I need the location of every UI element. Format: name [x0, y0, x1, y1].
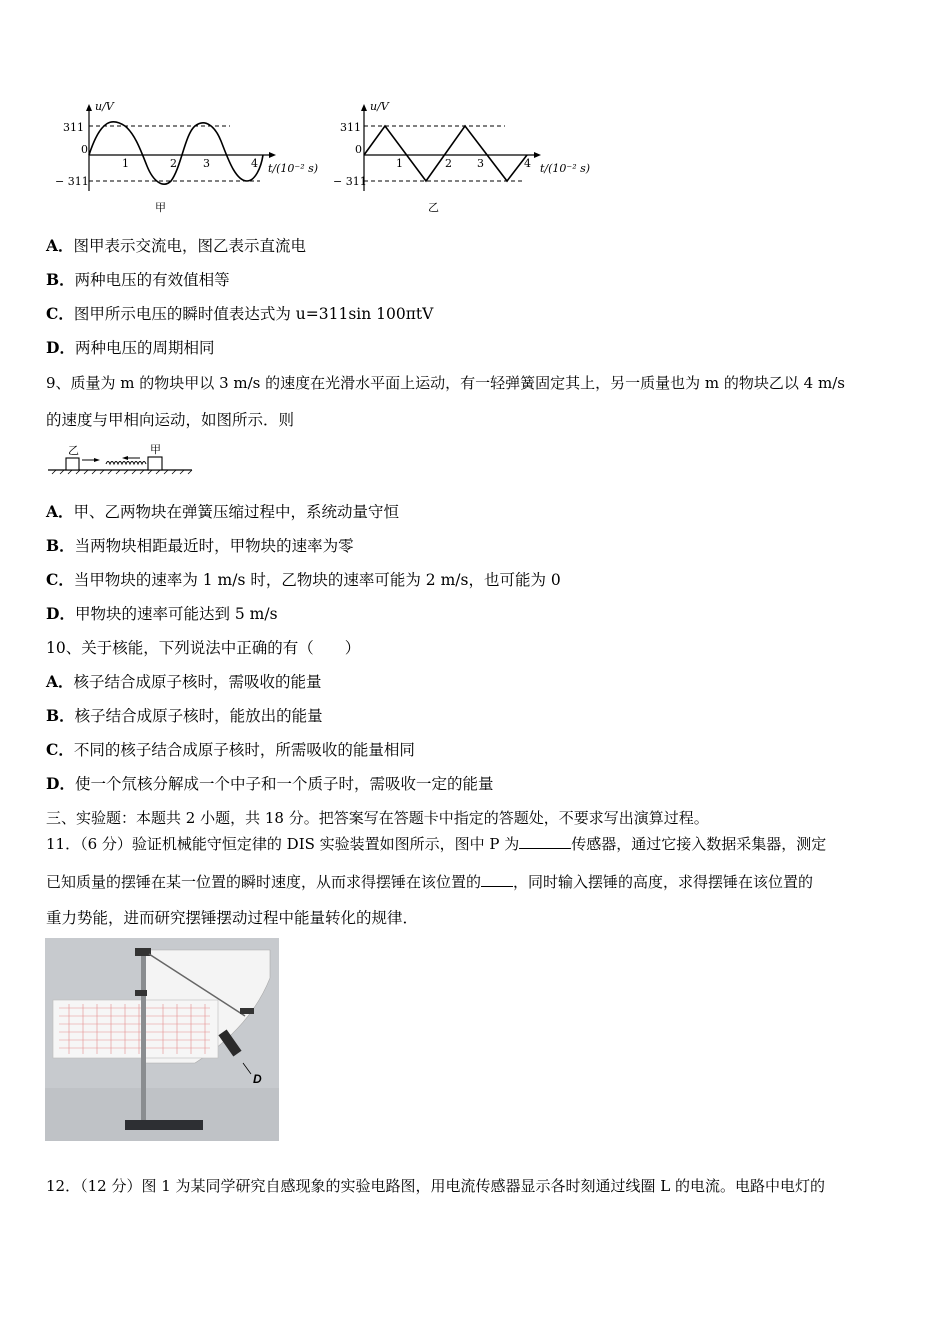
q11-blank-1 — [519, 834, 571, 849]
q9-option-b: B．当两物块相距最近时，甲物块的速率为零 — [46, 536, 354, 555]
q10-option-d: D．使一个氘核分解成一个中子和一个质子时，需吸收一定的能量 — [46, 774, 494, 793]
q9-option-d: D．甲物块的速率可能达到 5 m/s — [46, 604, 278, 623]
graph-jia-tick-2: 2 — [170, 157, 177, 170]
q10-option-c: C．不同的核子结合成原子核时，所需吸收的能量相同 — [46, 740, 415, 759]
q11-apparatus-photo — [45, 938, 279, 1141]
q8-option-c: C．图甲所示电压的瞬时值表达式为 u=311sin 100πtV — [46, 304, 434, 323]
q8-option-d: D．两种电压的周期相同 — [46, 338, 215, 357]
graph-yi-caption: 乙 — [428, 201, 439, 214]
q9-label-yi: 乙 — [68, 444, 79, 457]
graph-yi-tick-1: 1 — [396, 157, 403, 170]
q12-line1: 12．（12 分）图 1 为某同学研究自感现象的实验电路图，用电流传感器显示各时刻通过线圈 L 的电流。电路中电灯的 — [46, 1177, 826, 1195]
graph-jia-y-axis: u/V — [95, 100, 114, 113]
q11-line2: 已知质量的摆锤在某一位置的瞬时速度，从而求得摆锤在该位置的 ，同时输入摆锤的高度，求得摆锤在该位置的 — [46, 873, 814, 891]
graph-yi-tick-2: 2 — [445, 157, 452, 170]
graph-yi-y-axis: u/V — [370, 100, 389, 113]
graph-yi-x-axis: t/(10⁻² s) — [540, 162, 591, 175]
q11-photo-label: D — [253, 1072, 262, 1086]
graph-yi-min: − 311 — [333, 175, 367, 188]
q10-option-b: B．核子结合成原子核时，能放出的能量 — [46, 706, 323, 725]
q9-stem-line1: 9、质量为 m 的物块甲以 3 m/s 的速度在光滑水平面上运动，有一轻弹簧固定其上，另一质量也为 m 的物块乙以 4 m/s — [46, 374, 845, 392]
graph-yi — [333, 96, 620, 221]
graph-jia-caption: 甲 — [155, 201, 166, 214]
graph-yi-zero: 0 — [355, 143, 362, 156]
graph-jia-tick-1: 1 — [122, 157, 129, 170]
graph-jia-max: 311 — [63, 121, 84, 134]
section-3-heading: 三、实验题：本题共 2 小题，共 18 分。把答案写在答题卡中指定的答题处，不要求写出演算过程。 — [46, 809, 709, 827]
graph-jia-zero: 0 — [81, 143, 88, 156]
graph-jia-tick-4: 4 — [251, 157, 258, 170]
q9-stem-line2: 的速度与甲相向运动，如图所示．则 — [46, 411, 295, 429]
q10-option-a: A．核子结合成原子核时，需吸收的能量 — [46, 672, 322, 691]
graph-yi-tick-4: 4 — [524, 157, 531, 170]
q11-blank-2 — [481, 872, 513, 887]
q10-stem: 10、关于核能，下列说法中正确的有（ ） — [46, 639, 361, 657]
q9-option-a: A．甲、乙两物块在弹簧压缩过程中，系统动量守恒 — [46, 502, 400, 521]
graph-jia — [55, 96, 345, 221]
graph-jia-min: − 311 — [55, 175, 89, 188]
q9-option-c: C．当甲物块的速率为 1 m/s 时，乙物块的速率可能为 2 m/s，也可能为 0 — [46, 570, 561, 589]
q11-line3: 重力势能，进而研究摆锤摆动过程中能量转化的规律． — [46, 909, 419, 927]
q8-option-a: A．图甲表示交流电，图乙表示直流电 — [46, 236, 307, 255]
graph-jia-tick-3: 3 — [203, 157, 210, 170]
graph-yi-max: 311 — [340, 121, 361, 134]
graph-yi-tick-3: 3 — [477, 157, 484, 170]
q9-label-jia: 甲 — [150, 443, 161, 456]
q11-line1: 11．（6 分）验证机械能守恒定律的 DIS 实验装置如图所示，图中 P 为 传感器，通过它接入数据采集器，测定 — [46, 835, 827, 853]
q8-option-b: B．两种电压的有效值相等 — [46, 270, 230, 289]
graph-jia-x-axis: t/(10⁻² s) — [268, 162, 319, 175]
q9-figure — [46, 440, 196, 476]
